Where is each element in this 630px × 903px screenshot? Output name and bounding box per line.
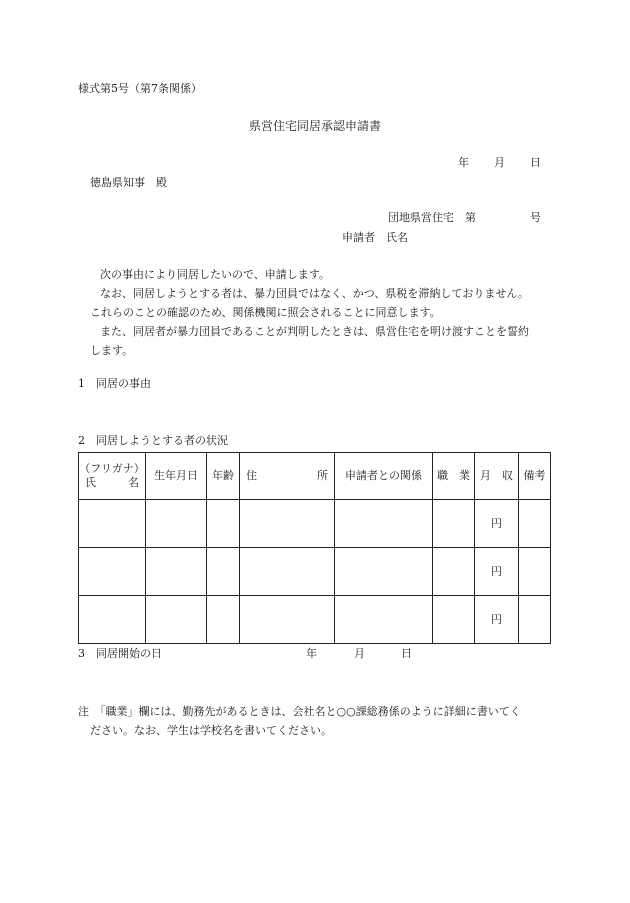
cell-income[interactable] (475, 548, 519, 596)
danchi-label: 団地県営住宅 第 (388, 211, 476, 224)
yen-label: 円 (491, 564, 502, 578)
header-remarks: 備考 (519, 453, 551, 500)
cell-name[interactable] (79, 500, 146, 548)
start-day-label: 日 (401, 647, 412, 660)
table-row (79, 500, 551, 548)
body-line-1: 次の事由により同居したいので、申請します。 (100, 268, 330, 281)
table-row (79, 548, 551, 596)
body-text (78, 265, 558, 360)
section-1-heading: 1 同居の事由 (78, 377, 151, 390)
body-line-2: なお、同居しようとする者は、暴力団員ではなく、かつ、県税を滞納しておりません。 (100, 287, 529, 300)
header-birthdate: 生年月日 (146, 453, 207, 500)
cell-remarks[interactable] (519, 548, 551, 596)
cell-birthdate[interactable] (146, 548, 207, 596)
form-number: 様式第5号（第7条関係） (78, 82, 202, 95)
date-month-label: 月 (494, 156, 505, 169)
note (78, 702, 568, 740)
document-title: 県営住宅同居承認申請書 (248, 119, 381, 133)
cell-name[interactable] (79, 548, 146, 596)
header-income: 月 収 (475, 453, 519, 500)
table-header-row (79, 453, 551, 500)
body-line-4: また、同居者が暴力団員であることが判明したときは、県営住宅を明け渡すことを誓約 (100, 325, 529, 338)
cell-remarks[interactable] (519, 500, 551, 548)
start-month-label: 月 (354, 647, 365, 660)
body-line-3: これらのことの確認のため、関係機関に照会されることに同意します。 (90, 306, 441, 319)
yen-label: 円 (491, 612, 502, 626)
date-day-label: 日 (530, 156, 541, 169)
table-row (79, 596, 551, 644)
note-line-2: ださい。なお、学生は学校名を書いてください。 (90, 724, 332, 737)
cell-name[interactable] (79, 596, 146, 644)
section-2-heading: 2 同居しようとする者の状況 (78, 434, 228, 447)
header-name (79, 453, 146, 500)
cell-age[interactable] (207, 500, 240, 548)
cell-relation[interactable] (335, 548, 433, 596)
header-furigana: （フリガナ） (79, 462, 145, 475)
cell-remarks[interactable] (519, 596, 551, 644)
start-year-label: 年 (306, 647, 317, 660)
header-address: 住 所 (240, 453, 335, 500)
body-line-5: します。 (90, 344, 134, 357)
cell-address[interactable] (240, 548, 335, 596)
date-year-label: 年 (458, 156, 469, 169)
cell-age[interactable] (207, 596, 240, 644)
cell-address[interactable] (240, 500, 335, 548)
cell-birthdate[interactable] (146, 596, 207, 644)
cell-occupation[interactable] (433, 596, 475, 644)
note-line-1: 注 「職業」欄には、勤務先があるときは、会社名と○○課総務係のように詳細に書いてく (78, 705, 521, 718)
go-label: 号 (530, 211, 541, 224)
section-3-heading: 3 同居開始の日 (78, 647, 162, 660)
cell-relation[interactable] (335, 596, 433, 644)
header-relation: 申請者との関係 (335, 453, 433, 500)
yen-label: 円 (491, 516, 502, 530)
cell-relation[interactable] (335, 500, 433, 548)
cell-address[interactable] (240, 596, 335, 644)
addressee: 徳島県知事 殿 (90, 176, 167, 189)
cohabitant-table (78, 452, 551, 644)
cell-birthdate[interactable] (146, 500, 207, 548)
cell-occupation[interactable] (433, 548, 475, 596)
header-age: 年齢 (207, 453, 240, 500)
cell-age[interactable] (207, 548, 240, 596)
cell-occupation[interactable] (433, 500, 475, 548)
header-occupation: 職 業 (433, 453, 475, 500)
applicant-name-label: 申請者 氏名 (342, 231, 408, 244)
cell-income[interactable] (475, 500, 519, 548)
header-shimei: 氏 名 (85, 476, 139, 489)
cell-income[interactable] (475, 596, 519, 644)
